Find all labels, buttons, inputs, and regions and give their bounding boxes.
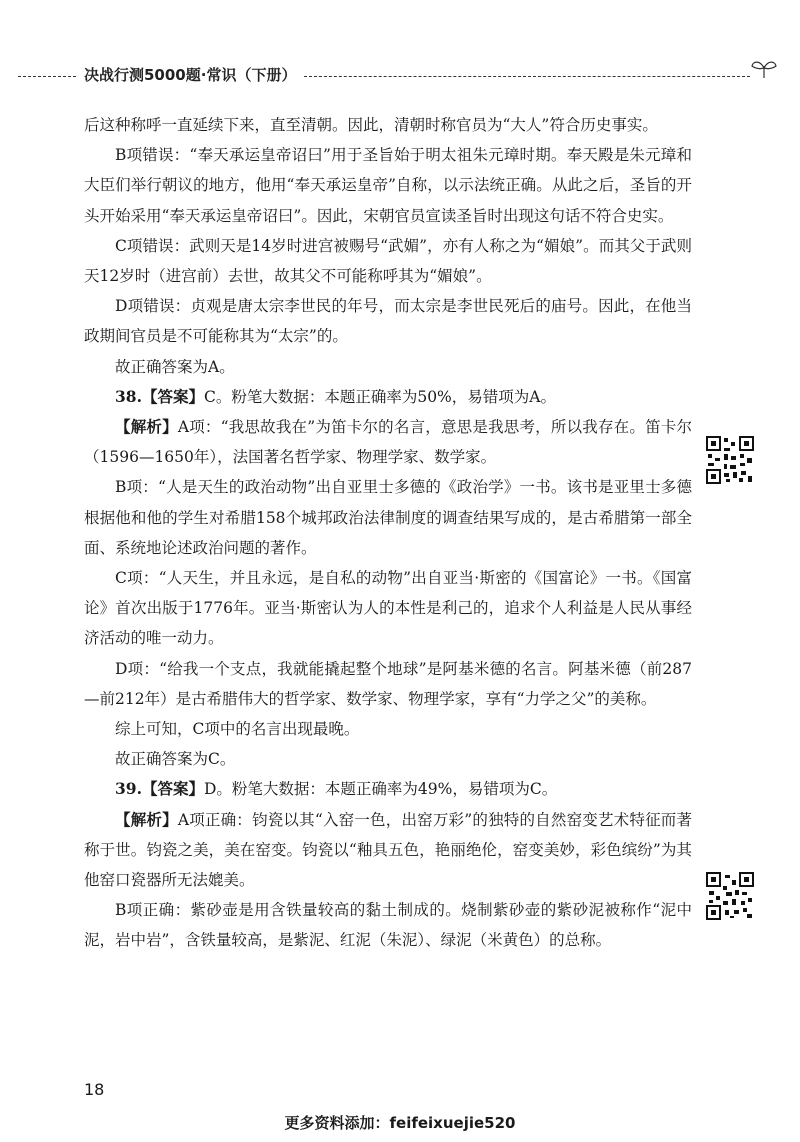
header-rule-left [18, 76, 76, 77]
paragraph [84, 895, 692, 955]
page-number: 18 [84, 1080, 105, 1099]
paragraph [84, 352, 692, 382]
running-header [18, 58, 778, 88]
paragraph [84, 563, 692, 654]
paragraph-text: B项：“人是天生的政治动物”出自亚里士多德的《政治学》一书。该书是亚里士多德根据他和他的学生对希腊158个城邦政治法律制度的调查结果写成的，是古希腊第一部全面、系统地论述政治问题的著作。 [84, 478, 692, 557]
paragraph-text: B项错误：“奉天承运皇帝诏曰”用于圣旨始于明太祖朱元璋时期。奉天殿是朱元璋和大臣们举行朝议的地方，他用“奉天承运皇帝”自称，以示法统正确。从此之后，圣旨的开头开始采用“奉天承运皇帝诏曰”。因此，宋朝官员宣读圣旨时出现这句话不符合史实。 [84, 146, 692, 225]
paragraph [84, 110, 692, 140]
paragraph [84, 382, 692, 412]
paragraph-text: C项错误：武则天是14岁时进宫被赐号“武媚”，亦有人称之为“媚娘”。而其父于武则天12岁时（进宫前）去世，故其父不可能称呼其为“媚娘”。 [84, 236, 692, 286]
answer-tag: 39.【答案】 [115, 779, 204, 799]
book-title: 决战行测5000题·常识（下册） [84, 66, 297, 84]
paragraph-text: 后这种称呼一直延续下来，直至清朝。因此，清朝时称官员为“大人”符合历史事实。 [84, 116, 658, 134]
paragraph-text: 综上可知，C项中的名言出现最晚。 [115, 720, 360, 739]
paragraph-text: C。粉笔大数据：本题正确率为50%，易错项为A。 [203, 387, 556, 406]
paragraph [84, 472, 692, 563]
sprout-icon [750, 58, 778, 80]
header-rule-right [304, 76, 750, 77]
paragraph [84, 231, 692, 291]
paragraph-text: A项：“我思故我在”为笛卡尔的名言，意思是我思考，所以我存在。笛卡尔（1596—1650年），法国著名哲学家、物理学家、数学家。 [84, 418, 692, 467]
footer-note: 更多资料添加：feifeixuejie520 [284, 1114, 516, 1132]
paragraph [84, 744, 692, 774]
paragraph [84, 805, 692, 896]
paragraph-text: 故正确答案为A。 [115, 357, 235, 376]
paragraph [84, 714, 692, 744]
answer-tag: 【解析】 [115, 809, 178, 829]
paragraph-text: A项正确：钧瓷以其“入窑一色，出窑万彩”的独特的自然窑变艺术特征而著称于世。钧瓷之美，美在窑变。钧瓷以“釉具五色，艳丽绝伦，窑变美妙，彩色缤纷”为其他窑口瓷器所无法媲美。 [84, 810, 692, 890]
paragraph-text: C项：“人天生，并且永远，是自私的动物”出自亚当·斯密的《国富论》一书。《国富论》首次出版于1776年。亚当·斯密认为人的本性是利己的，追求个人利益是人民从事经济活动的唯一动力。 [84, 569, 692, 648]
paragraph [84, 140, 692, 231]
paragraph-text: D项：“给我一个支点，我就能撬起整个地球”是阿基米德的名言。阿基米德（前287—前212年）是古希腊伟大的哲学家、数学家、物理学家，享有“力学之父”的美称。 [84, 659, 692, 708]
paragraph [84, 774, 692, 804]
paragraph-text: D项错误：贞观是唐太宗李世民的年号，而太宗是李世民死后的庙号。因此，在他当政期间官员是不可能称其为“太宗”的。 [84, 297, 692, 346]
body-text [84, 110, 692, 956]
qr-code-icon[interactable] [706, 436, 754, 484]
paragraph-text: B项正确：紫砂壶是用含铁量较高的黏土制成的。烧制紫砂壶的紫砂泥被称作“泥中泥，岩中岩”，含铁量较高，是紫泥、红泥（朱泥）、绿泥（米黄色）的总称。 [84, 901, 692, 950]
paragraph [84, 412, 692, 472]
paragraph-text: 故正确答案为C。 [115, 750, 236, 769]
paragraph [84, 654, 692, 714]
paragraph [84, 291, 692, 351]
answer-tag: 【解析】 [115, 417, 178, 437]
answer-tag: 38.【答案】 [115, 386, 204, 406]
paragraph-text: D。粉笔大数据：本题正确率为49%，易错项为C。 [203, 780, 558, 799]
qr-code-icon[interactable] [706, 872, 754, 920]
